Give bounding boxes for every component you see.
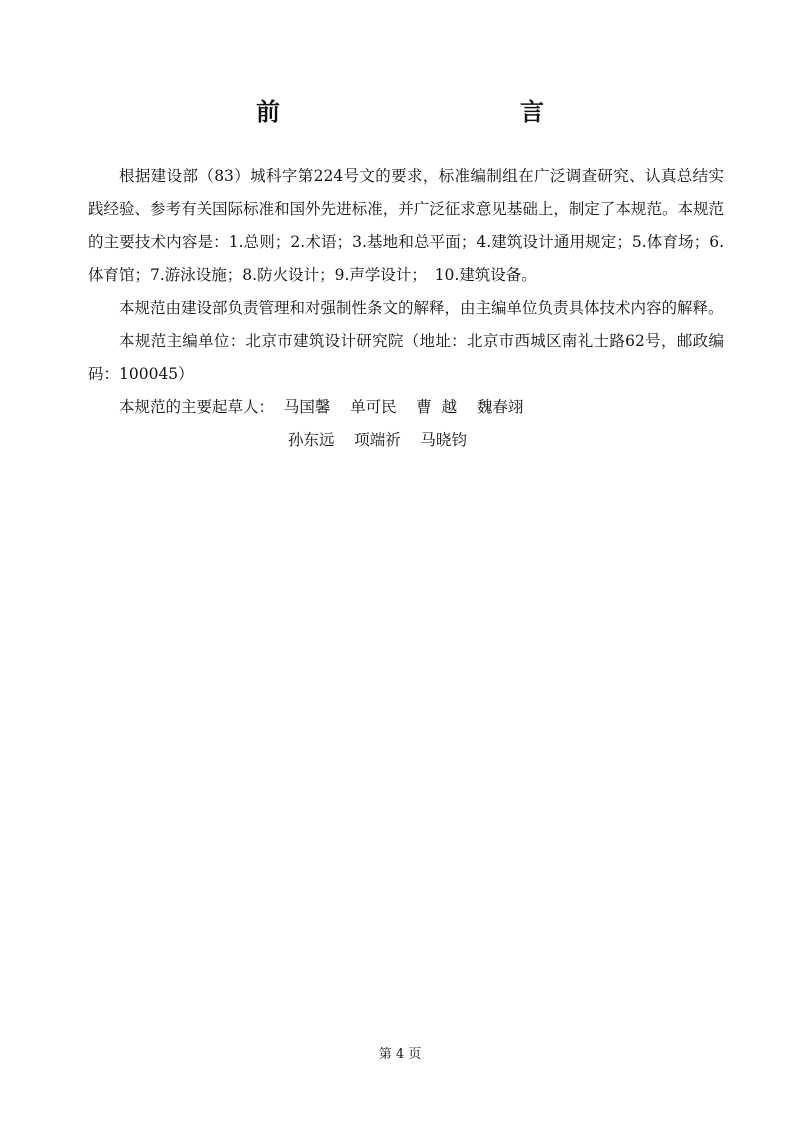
document-body — [88, 160, 724, 457]
page-number: 第 4 页 — [378, 1047, 422, 1062]
paragraph-chief-editor: 本规范主编单位：北京市建筑设计研究院（地址：北京市西城区南礼士路62号，邮政编码：100045） — [88, 332, 724, 383]
drafters-line-2: 孙东远 项端祈 马晓钧 — [288, 431, 467, 449]
page-title: 前 言 — [256, 97, 608, 126]
drafters-line-1: 本规范的主要起草人： 马国馨 单可民 曹 越 魏春翊 — [119, 398, 524, 416]
paragraph-basis: 根据建设部（83）城科字第224号文的要求，标准编制组在广泛调查研究、认真总结实践经验、参考有关国际标准和国外先进标准，并广泛征求意见基础上，制定了本规范。本规范的主要技术内容是：1.总则；2.术语；3.基地和总平面；4.建筑设计通用规定；5.体育场；6.体育馆；7.游泳设施；8.防火设计；9.声学设计； 10.建筑设备。 — [88, 167, 724, 284]
paragraph-management: 本规范由建设部负责管理和对强制性条文的解释，由主编单位负责具体技术内容的解释。 — [119, 299, 724, 317]
